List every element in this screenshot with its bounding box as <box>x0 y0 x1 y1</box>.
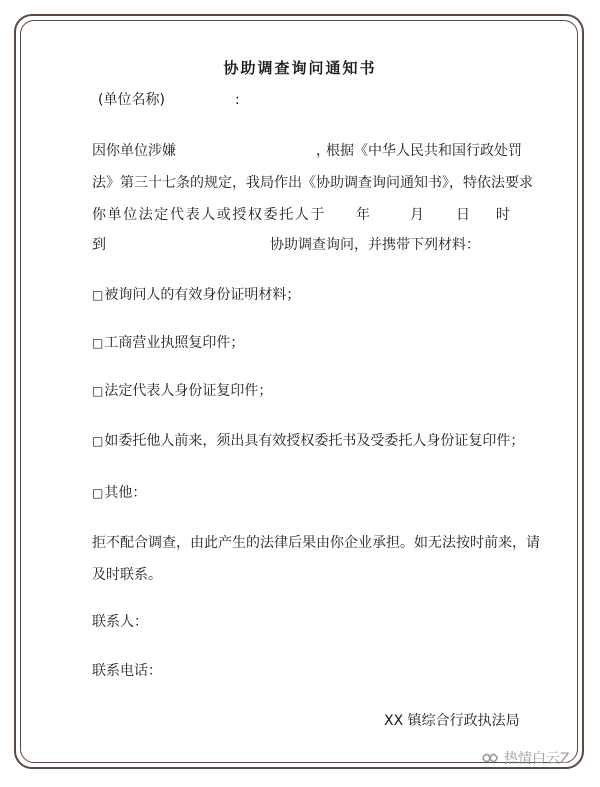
checklist-item-text: 法定代表人身份证复印件； <box>104 383 273 399</box>
checklist-item-text: 如委托他人前来，须出具有效授权委托书及受委托人身份证复印件； <box>104 433 525 449</box>
unit-name-line: (单位名称) : <box>98 92 240 108</box>
checklist-item-text: 工商营业执照复印件； <box>104 335 245 351</box>
contact-person-label: 联系人： <box>92 614 148 630</box>
issuer-name: XX 镇综合行政执法局 <box>384 713 520 729</box>
wechat-channel-icon <box>482 751 498 765</box>
para1-month: 月 <box>410 207 424 223</box>
checklist-item <box>92 484 146 502</box>
checkbox-icon: □ <box>92 288 104 302</box>
para1-line4: 协助调查询问，并携带下列材料： <box>270 237 480 253</box>
refusal-line2: 及时联系。 <box>92 567 162 583</box>
para1-day: 日 <box>456 207 470 223</box>
para1-line3: 你单位法定代表人或授权委托人于 <box>92 207 326 223</box>
checklist-item <box>92 286 300 304</box>
contact-phone-label: 联系电话： <box>92 663 162 679</box>
checkbox-icon: □ <box>92 434 104 448</box>
checkbox-icon: □ <box>92 486 104 500</box>
checklist-item <box>92 334 244 352</box>
para1-hour: 时 <box>496 207 510 223</box>
checklist-item <box>92 432 524 450</box>
watermark <box>482 748 570 768</box>
para1-suspect-label: 因你单位涉嫌 <box>92 143 176 159</box>
para1-comma: ， <box>316 143 330 159</box>
refusal-line1: 拒不配合调查，由此产生的法律后果由你企业承担。如无法按时前来，请 <box>92 535 540 551</box>
checklist-item-text: 其他： <box>104 485 147 501</box>
para1-according: 根据《中华人民共和国行政处罚 <box>326 143 522 159</box>
checklist-item <box>92 382 272 400</box>
checklist-item-text: 被询问人的有效身份证明材料； <box>104 287 301 303</box>
watermark-text: 热情白云Z <box>504 751 570 767</box>
para1-line2: 法》第三十七条的规定，我局作出《协助调查询问通知书》，特依法要求 <box>92 175 533 191</box>
para1-to: 到 <box>92 237 106 253</box>
document-title: 协助调查询问通知书 <box>223 59 377 77</box>
checkbox-icon: □ <box>92 336 104 350</box>
para1-year: 年 <box>356 207 370 223</box>
checkbox-icon: □ <box>92 384 104 398</box>
